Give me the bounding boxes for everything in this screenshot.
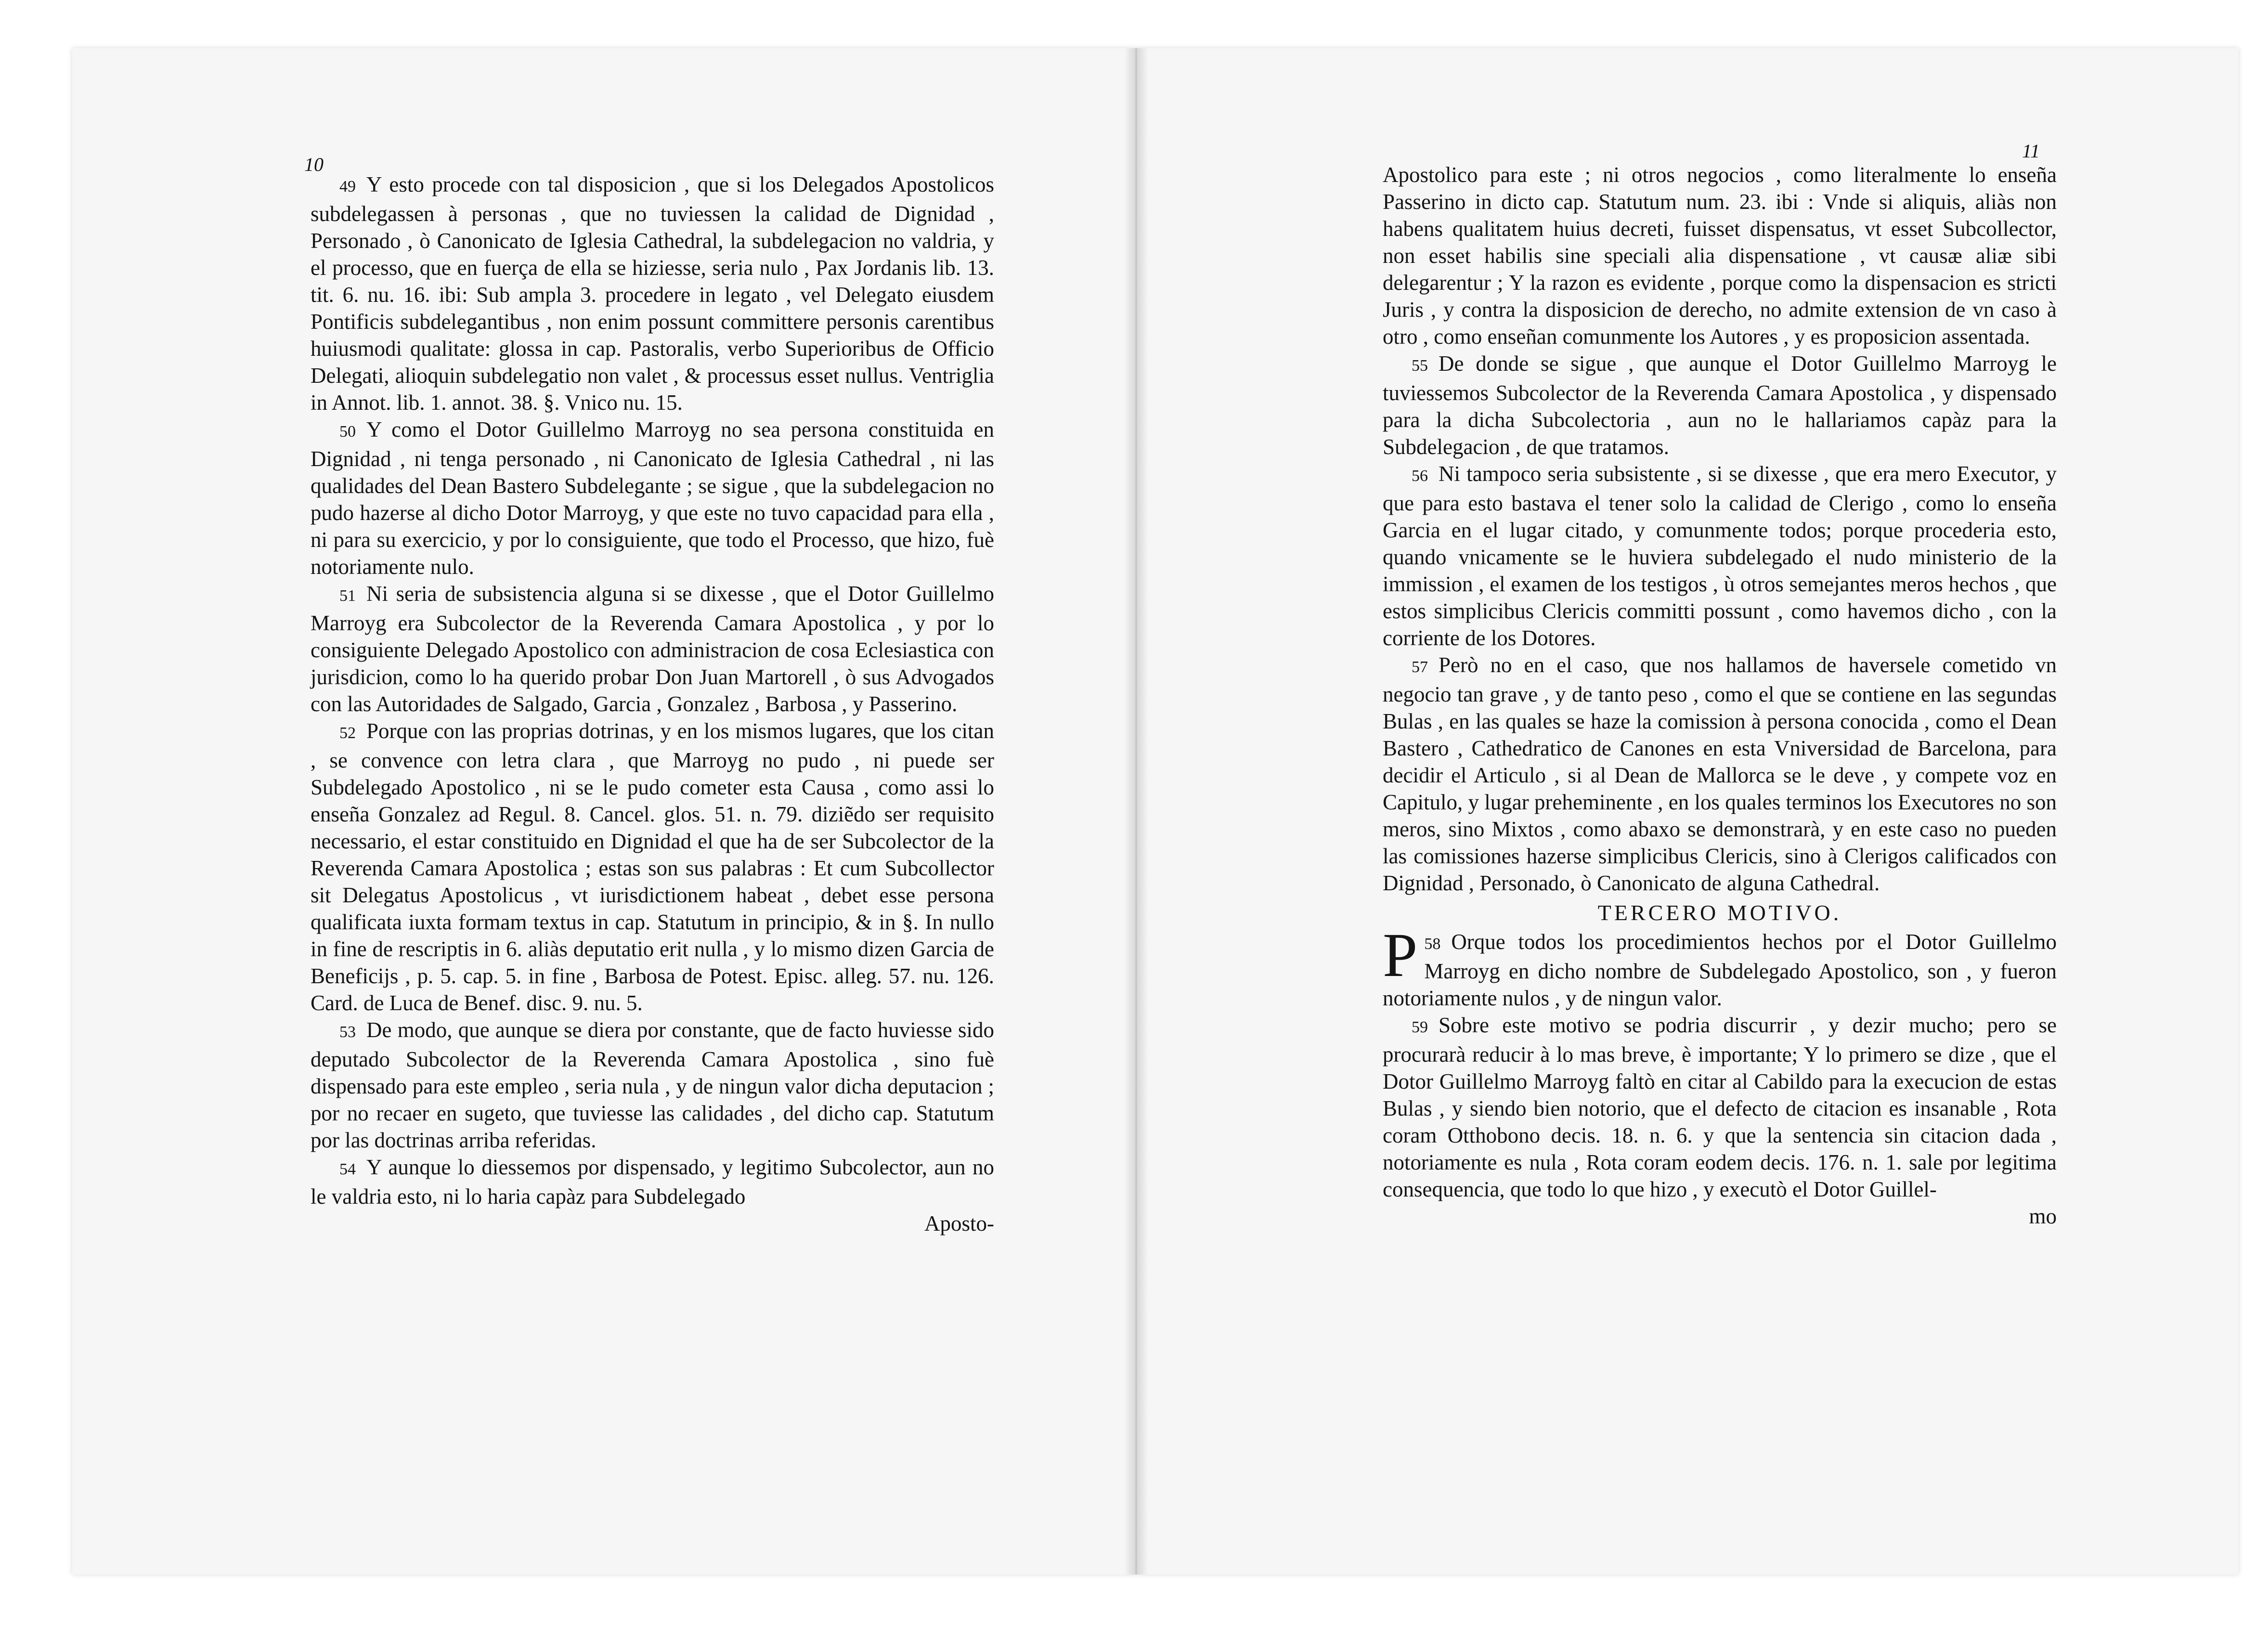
- catchword: mo: [2029, 1204, 2057, 1228]
- drop-cap: P: [1383, 921, 1418, 990]
- page-number: 10: [304, 154, 324, 175]
- right-page-text: [1383, 161, 2057, 1230]
- right-page: [1136, 48, 2239, 1574]
- page-number: 11: [2022, 140, 2040, 162]
- paragraph: 57 Però no en el caso, que nos hallamos de haversele cometido vn negocio tan grave , y de tanto peso , como el que se contiene en las segundas Bulas , en las quales se haze la comission à persona conocida , como el Dean Bastero , Cathedratico de Canones en esta Vniversidad de Barcelona, para decidir el Articulo , si al Dean de Mallorca se le deve , y compete voz en Capitulo, y lugar preheminente , en los quales terminos los Executores no son meros, sino Mixtos , como abaxo se demonstrarà, y en este caso no pueden las comissiones hazerse simplicibus Clericis, sino à Clerigos calificados con Dignidad , Personado, ò Canonicato de alguna Cathedral.: [1383, 653, 2057, 895]
- left-page: [72, 48, 1136, 1574]
- book-spine: [1124, 48, 1148, 1574]
- paragraph: 56 Ni tampoco seria subsistente , si se dixesse , que era mero Executor, y que para esto bastava el tener solo la calidad de Clerigo , como lo enseña Garcia en el lugar citado, y comunmente todos; porque procederia esto, quando vnicamente se le huviera subdelegado el nudo ministerio de la immission , el examen de los testigos , ù otros semejantes meros hechos , que estos simplicibus Clericis committi possunt , como havemos dicho , con la corriente de los Dotores.: [1383, 462, 2057, 650]
- continuation-text: Apostolico para este ; ni otros negocios , como literalmente lo enseña Passerino in dicto cap. Statutum num. 23. ibi : Vnde si aliquis, aliàs non habens qualitatem huius decreti, fuisset dispensatus, vt esset Subcollector, non esset habilis sine speciali alia dispensatione , vt causæ aliæ sibi delegarentur ; Y la razon es evidente , porque como la dispensacion es stricti Juris , y contra la disposicion de derecho, no admite extension de vn caso à otro , como enseñan comunmente los Autores , y es proposicion assentada.: [1383, 163, 2057, 349]
- section-heading: TERCERO MOTIVO.: [1597, 900, 1842, 925]
- catchword: Aposto-: [924, 1211, 994, 1236]
- paragraph: 55 De donde se sigue , que aunque el Dotor Guillelmo Marroyg le tuviessemos Subcolector de la Reverenda Camara Apostolica , y dispensado para la dicha Subcolectoria , aun no le hallariamos capàz para la Subdelegacion , de que tratamos.: [1383, 351, 2057, 459]
- paragraph: 51 Ni seria de subsistencia alguna si se dixesse , que el Dotor Guillelmo Marroyg era Subcolector de la Reverenda Camara Apostolica , y por lo consiguiente Delegado Apostolico con administracion de cosa Eclesiastica con jurisdicion, como lo ha querido probar Don Juan Martorell , ò sus Advogados con las Autoridades de Salgado, Garcia , Gonzalez , Barbosa , y Passerino.: [311, 582, 994, 716]
- paragraph: 49 Y esto procede con tal disposicion , que si los Delegados Apostolicos subdelegassen à personas , que no tuviessen la calidad de Dignidad , Personado , ò Canonicato de Iglesia Cathedral, la subdelegacion no valdria, y el processo, que en fuerça de ella se hiziesse, seria nulo , Pax Jordanis lib. 13. tit. 6. nu. 16. ibi: Sub ampla 3. procedere in legato , vel Delegato eiusdem Pontificis subdelegantibus , non enim possunt committere personis carentibus huiusmodi qualitate: glossa in cap. Pastoralis, verbo Superioribus de Officio Delegati, alioquin subdelegatio non valet , & processus esset nullus. Ventriglia in Annot. lib. 1. annot. 38. §. Vnico nu. 15.: [311, 172, 994, 415]
- paragraph: 52 Porque con las proprias dotrinas, y en los mismos lugares, que los citan , se convence con letra clara , que Marroyg no pudo , ni puede ser Subdelegado Apostolico , ni se le pudo cometer esta Causa , como assi lo enseña Gonzalez ad Regul. 8. Cancel. glos. 51. n. 79. diziẽdo ser requisito necessario, el estar constituido en Dignidad el que ha de ser Subcolector de la Reverenda Camara Apostolica ; estas son sus palabras : Et cum Subcollector sit Delegatus Apostolicus , vt iurisdictionem habeat , debet esse persona qualificata iuxta formam textus in cap. Statutum in principio, & in §. In nullo in fine de rescriptis in 6. aliàs deputatio erit nulla , y lo mismo dizen Garcia de Beneficijs , p. 5. cap. 5. in fine , Barbosa de Potest. Episc. alleg. 57. nu. 126. Card. de Luca de Benef. disc. 9. nu. 5.: [311, 719, 994, 1015]
- paragraph-drop-cap: 58 P Orque todos los procedimientos hechos por el Dotor Guillelmo Marroyg en dicho nombre de Subdelegado Apostolico, son , y fueron notoriamente nulos , y de ningun valor.: [1383, 921, 2057, 1010]
- left-page-text: [311, 171, 994, 1237]
- paragraph: 54 Y aunque lo diessemos por dispensado, y legitimo Subcolector, aun no le valdria esto, ni lo haria capàz para Subdelegado: [311, 1155, 994, 1209]
- paragraph: 59 Sobre este motivo se podria discurrir , y dezir mucho; pero se procurarà reducir à lo mas breve, è importante; Y lo primero se dize , que el Dotor Guillelmo Marroyg faltò en citar al Cabildo para la execucion de estas Bulas , y siendo bien notorio, que el defecto de citacion es insanable , Rota coram Otthobono decis. 18. n. 6. y que la sentencia sin citacion dada , notoriamente es nula , Rota coram eodem decis. 176. n. 1. sale por legitima consequencia, que todo lo que hizo , y executò el Dotor Guillel-: [1383, 1013, 2057, 1201]
- open-book: [72, 48, 2239, 1579]
- paragraph: 53 De modo, que aunque se diera por constante, que de facto huviesse sido deputado Subcolector de la Reverenda Camara Apostolica , sino fuè dispensado para este empleo , seria nula , y de ningun valor dicha deputacion ; por no recaer en sugeto, que tuviesse las calidades , del dicho cap. Statutum por las doctrinas arriba referidas.: [311, 1018, 994, 1152]
- paragraph: 50 Y como el Dotor Guillelmo Marroyg no sea persona constituida en Dignidad , ni tenga personado , ni Canonicato de Iglesia Cathedral , ni las qualidades del Dean Bastero Subdelegante ; se sigue , que la subdelegacion no pudo hazerse al dicho Dotor Marroyg, y que este no tuvo capacidad para ella , ni para su exercicio, y por lo consiguiente, que todo el Processo, que hizo, fuè notoriamente nulo.: [311, 417, 994, 579]
